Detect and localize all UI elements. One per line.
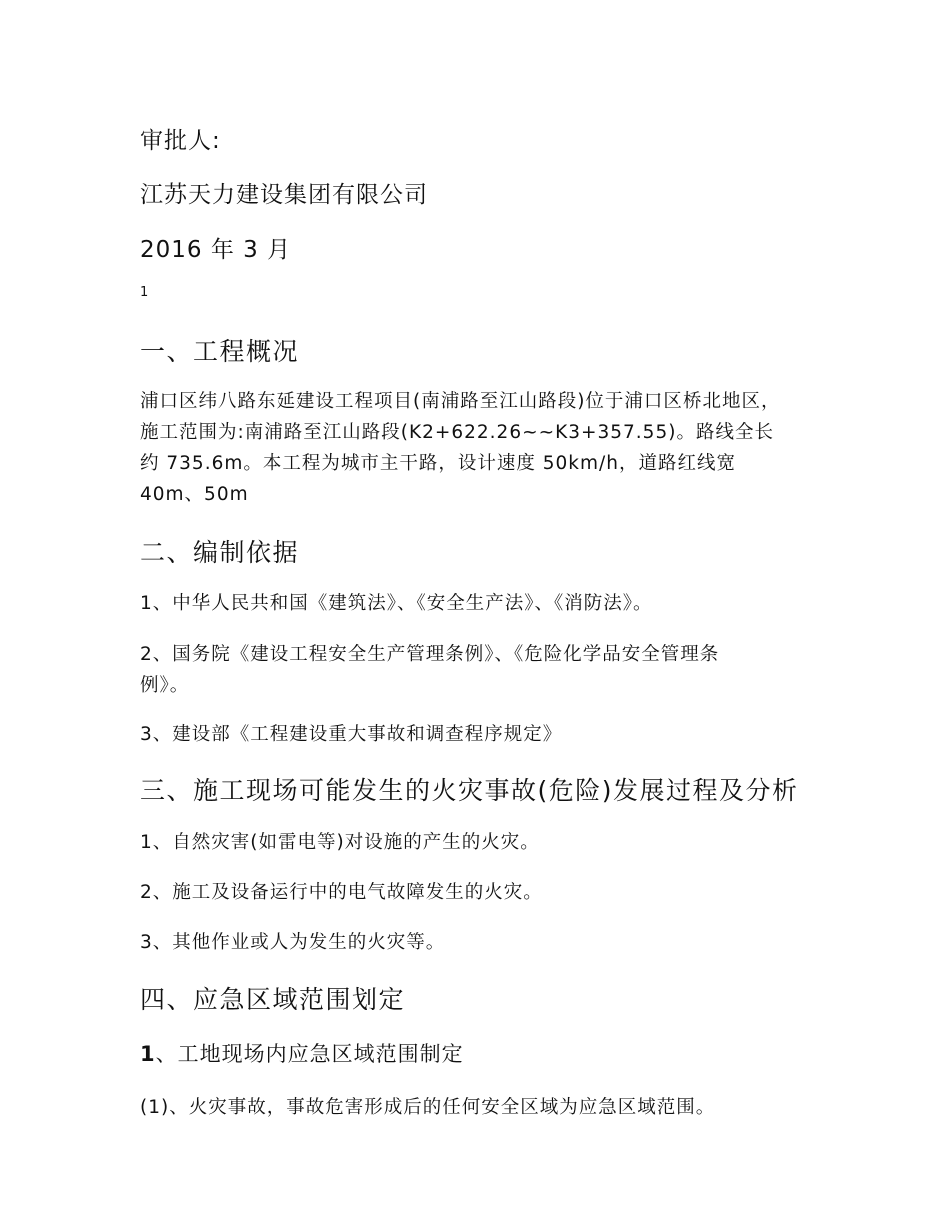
section-4-subheading <box>140 1038 464 1068</box>
section-1-line-2: 施工范围为:南浦路至江山路段(K2+622.26~~K3+357.55)。路线全长 <box>140 422 774 443</box>
section-2-heading: 二、编制依据 <box>140 538 300 567</box>
section-2-item-3: 3、建设部《工程建设重大事故和调查程序规定》 <box>140 724 563 745</box>
section-4-item-1: (1)、火灾事故，事故危害形成后的任何安全区域为应急区域范围。 <box>140 1097 716 1118</box>
section-2-item-2: 2、国务院《建设工程安全生产管理条例》、《危险化学品安全管理条 <box>140 644 720 665</box>
page-number: 1 <box>140 285 149 300</box>
subheading-number: 1 <box>140 1042 156 1066</box>
section-2-item-2-cont: 例》。 <box>140 675 190 696</box>
section-3-item-3: 3、其他作业或人为发生的火灾等。 <box>140 932 446 953</box>
company-name: 江苏天力建设集团有限公司 <box>140 182 428 208</box>
section-3-item-2: 2、施工及设备运行中的电气故障发生的火灾。 <box>140 882 543 903</box>
section-3-heading: 三、施工现场可能发生的火灾事故(危险)发展过程及分析 <box>140 776 799 805</box>
section-4-heading: 四、应急区域范围划定 <box>140 985 406 1014</box>
section-1-heading: 一、工程概况 <box>140 337 300 366</box>
section-1-line-3: 约 735.6m。本工程为城市主干路，设计速度 50km/h，道路红线宽 <box>140 453 736 474</box>
document-date: 2016 年 3 月 <box>140 237 292 263</box>
section-1-line-4: 40m、50m <box>140 484 249 505</box>
section-3-item-1: 1、自然灾害(如雷电等)对设施的产生的火灾。 <box>140 832 540 853</box>
section-1-line-1: 浦口区纬八路东延建设工程项目(南浦路至江山路段)位于浦口区桥北地区， <box>140 391 781 412</box>
subheading-text: 、工地现场内应急区域范围制定 <box>155 1042 464 1066</box>
section-2-item-1: 1、中华人民共和国《建筑法》、《安全生产法》、《消防法》。 <box>140 593 653 614</box>
approver-label: 审批人: <box>140 128 221 154</box>
